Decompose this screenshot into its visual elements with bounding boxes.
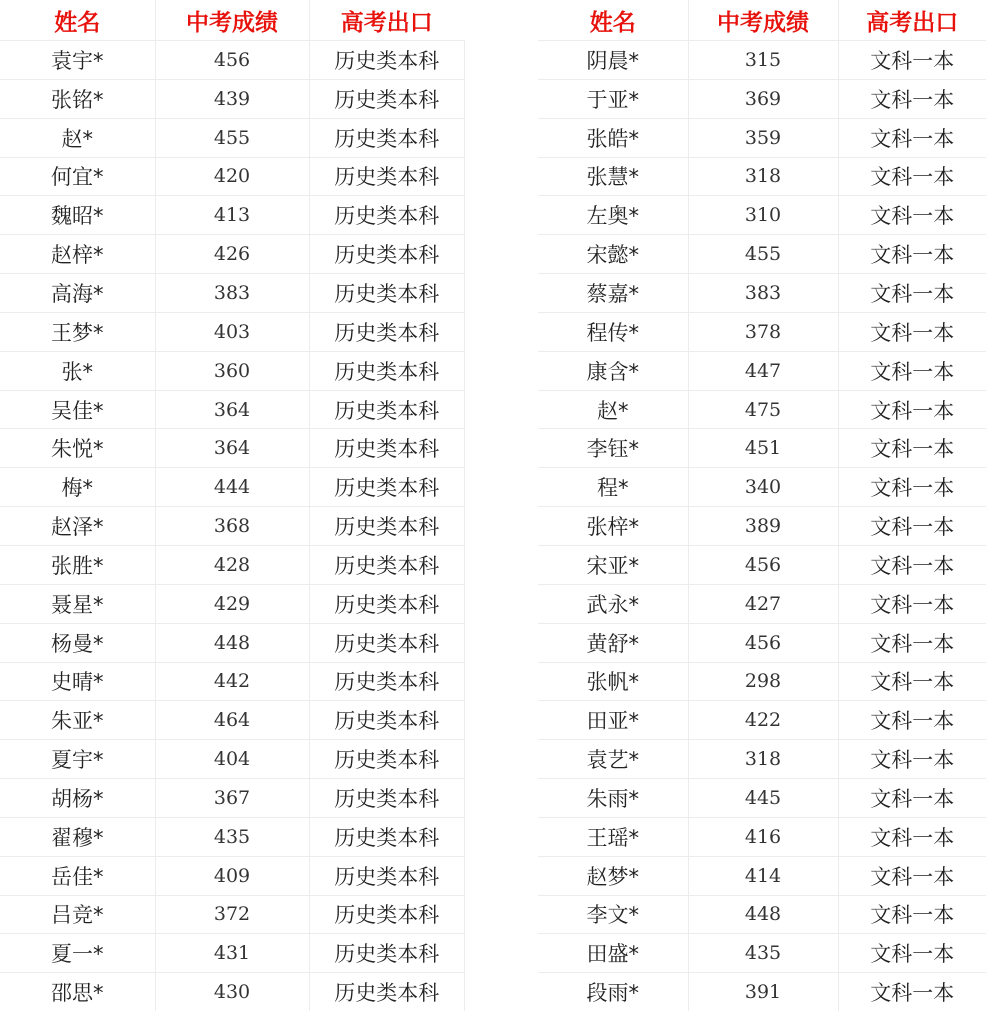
- student-name-cell: 张*: [0, 351, 155, 390]
- table-row: [0, 662, 464, 701]
- admission-outlet-cell: 历史类本科: [309, 817, 464, 856]
- student-name-cell: 朱悦*: [0, 429, 155, 468]
- exam-score-cell: 442: [155, 662, 309, 701]
- exam-score-cell: 445: [688, 779, 838, 818]
- admission-outlet-cell: 历史类本科: [309, 623, 464, 662]
- exam-score-cell: 435: [155, 817, 309, 856]
- admission-outlet-cell: 历史类本科: [309, 545, 464, 584]
- admission-outlet-cell: 文科一本: [838, 196, 986, 235]
- table-row: [538, 468, 986, 507]
- table-row: [0, 196, 464, 235]
- student-name-cell: 岳佳*: [0, 856, 155, 895]
- table-row: [538, 351, 986, 390]
- student-name-cell: 吴佳*: [0, 390, 155, 429]
- exam-score-cell: 368: [155, 507, 309, 546]
- exam-score-cell: 444: [155, 468, 309, 507]
- admission-outlet-cell: 历史类本科: [309, 41, 464, 80]
- admission-outlet-cell: 文科一本: [838, 895, 986, 934]
- right-panel: [538, 0, 986, 1011]
- admission-outlet-cell: 文科一本: [838, 41, 986, 80]
- student-name-cell: 段雨*: [538, 973, 688, 1011]
- exam-score-cell: 420: [155, 157, 309, 196]
- exam-score-cell: 403: [155, 312, 309, 351]
- table-row: [538, 196, 986, 235]
- table-row: [0, 351, 464, 390]
- right-score-table: [538, 0, 986, 1011]
- table-row: [538, 157, 986, 196]
- student-name-cell: 阴晨*: [538, 41, 688, 80]
- table-row: [0, 390, 464, 429]
- student-name-cell: 张铭*: [0, 79, 155, 118]
- table-row: [0, 118, 464, 157]
- student-name-cell: 武永*: [538, 584, 688, 623]
- admission-outlet-cell: 文科一本: [838, 973, 986, 1011]
- admission-outlet-cell: 文科一本: [838, 740, 986, 779]
- table-row: [0, 895, 464, 934]
- student-name-cell: 张梓*: [538, 507, 688, 546]
- exam-score-cell: 439: [155, 79, 309, 118]
- admission-outlet-cell: 文科一本: [838, 701, 986, 740]
- admission-outlet-cell: 文科一本: [838, 507, 986, 546]
- score-column-header: 中考成绩: [688, 0, 838, 41]
- column-divider: [464, 40, 465, 1011]
- exam-score-cell: 456: [688, 545, 838, 584]
- table-row: [538, 79, 986, 118]
- admission-outlet-cell: 文科一本: [838, 429, 986, 468]
- admission-outlet-cell: 历史类本科: [309, 895, 464, 934]
- table-row: [0, 468, 464, 507]
- table-row: [538, 623, 986, 662]
- admission-outlet-cell: 历史类本科: [309, 584, 464, 623]
- exam-score-cell: 364: [155, 429, 309, 468]
- admission-outlet-cell: 历史类本科: [309, 351, 464, 390]
- student-name-cell: 蔡嘉*: [538, 274, 688, 313]
- exam-score-cell: 464: [155, 701, 309, 740]
- student-name-cell: 王梦*: [0, 312, 155, 351]
- exam-score-cell: 456: [155, 41, 309, 80]
- student-name-cell: 史晴*: [0, 662, 155, 701]
- table-row: [538, 41, 986, 80]
- student-name-cell: 宋亚*: [538, 545, 688, 584]
- admission-outlet-cell: 文科一本: [838, 623, 986, 662]
- table-row: [0, 779, 464, 818]
- admission-outlet-cell: 文科一本: [838, 545, 986, 584]
- student-name-cell: 田盛*: [538, 934, 688, 973]
- exam-score-cell: 448: [688, 895, 838, 934]
- exam-score-cell: 367: [155, 779, 309, 818]
- student-name-cell: 张慧*: [538, 157, 688, 196]
- exam-score-cell: 315: [688, 41, 838, 80]
- student-name-cell: 宋懿*: [538, 235, 688, 274]
- student-name-cell: 邵思*: [0, 973, 155, 1011]
- student-name-cell: 何宜*: [0, 157, 155, 196]
- table-row: [538, 662, 986, 701]
- table-row: [538, 973, 986, 1011]
- exam-score-cell: 359: [688, 118, 838, 157]
- student-name-cell: 李文*: [538, 895, 688, 934]
- table-row: [0, 817, 464, 856]
- admission-outlet-cell: 历史类本科: [309, 79, 464, 118]
- student-name-cell: 赵梦*: [538, 856, 688, 895]
- admission-outlet-cell: 文科一本: [838, 662, 986, 701]
- student-name-cell: 朱雨*: [538, 779, 688, 818]
- right-table-body: [538, 41, 986, 1011]
- table-row: [0, 623, 464, 662]
- admission-outlet-cell: 文科一本: [838, 351, 986, 390]
- student-name-cell: 朱亚*: [0, 701, 155, 740]
- admission-outlet-cell: 历史类本科: [309, 973, 464, 1011]
- student-name-cell: 聂星*: [0, 584, 155, 623]
- admission-outlet-cell: 历史类本科: [309, 856, 464, 895]
- exam-score-cell: 409: [155, 856, 309, 895]
- exam-score-cell: 455: [688, 235, 838, 274]
- name-column-header: 姓名: [538, 0, 688, 41]
- student-name-cell: 夏宇*: [0, 740, 155, 779]
- exam-score-cell: 447: [688, 351, 838, 390]
- student-name-cell: 翟穆*: [0, 817, 155, 856]
- student-name-cell: 高海*: [0, 274, 155, 313]
- outlet-column-header: 高考出口: [838, 0, 986, 41]
- exam-score-cell: 383: [155, 274, 309, 313]
- table-row: [538, 118, 986, 157]
- student-name-cell: 程传*: [538, 312, 688, 351]
- table-row: [538, 895, 986, 934]
- name-column-header: 姓名: [0, 0, 155, 41]
- table-row: [538, 856, 986, 895]
- admission-outlet-cell: 文科一本: [838, 390, 986, 429]
- admission-outlet-cell: 文科一本: [838, 817, 986, 856]
- student-name-cell: 袁宇*: [0, 41, 155, 80]
- left-score-table: [0, 0, 464, 1011]
- admission-outlet-cell: 历史类本科: [309, 274, 464, 313]
- table-row: [538, 740, 986, 779]
- admission-outlet-cell: 文科一本: [838, 235, 986, 274]
- admission-outlet-cell: 文科一本: [838, 312, 986, 351]
- table-row: [0, 41, 464, 80]
- exam-score-cell: 456: [688, 623, 838, 662]
- exam-score-cell: 340: [688, 468, 838, 507]
- student-name-cell: 张胜*: [0, 545, 155, 584]
- student-name-cell: 李钰*: [538, 429, 688, 468]
- table-row: [0, 507, 464, 546]
- student-name-cell: 胡杨*: [0, 779, 155, 818]
- student-name-cell: 左奥*: [538, 196, 688, 235]
- table-row: [538, 584, 986, 623]
- exam-score-cell: 428: [155, 545, 309, 584]
- admission-outlet-cell: 历史类本科: [309, 507, 464, 546]
- table-row: [0, 934, 464, 973]
- exam-score-cell: 372: [155, 895, 309, 934]
- student-name-cell: 康含*: [538, 351, 688, 390]
- table-row: [538, 507, 986, 546]
- student-name-cell: 黄舒*: [538, 623, 688, 662]
- exam-score-cell: 431: [155, 934, 309, 973]
- exam-score-cell: 413: [155, 196, 309, 235]
- admission-outlet-cell: 历史类本科: [309, 157, 464, 196]
- header-row: [0, 0, 464, 41]
- admission-outlet-cell: 历史类本科: [309, 429, 464, 468]
- header-row: [538, 0, 986, 41]
- student-name-cell: 田亚*: [538, 701, 688, 740]
- table-row: [538, 235, 986, 274]
- student-name-cell: 梅*: [0, 468, 155, 507]
- student-name-cell: 赵*: [538, 390, 688, 429]
- admission-outlet-cell: 文科一本: [838, 584, 986, 623]
- exam-score-cell: 404: [155, 740, 309, 779]
- admission-outlet-cell: 文科一本: [838, 468, 986, 507]
- admission-outlet-cell: 历史类本科: [309, 779, 464, 818]
- student-name-cell: 于亚*: [538, 79, 688, 118]
- table-row: [0, 856, 464, 895]
- left-panel: [0, 0, 464, 1011]
- admission-outlet-cell: 文科一本: [838, 856, 986, 895]
- exam-score-cell: 426: [155, 235, 309, 274]
- table-row: [538, 274, 986, 313]
- student-name-cell: 袁艺*: [538, 740, 688, 779]
- admission-outlet-cell: 文科一本: [838, 79, 986, 118]
- admission-outlet-cell: 历史类本科: [309, 740, 464, 779]
- table-row: [538, 429, 986, 468]
- table-row: [0, 545, 464, 584]
- exam-score-cell: 318: [688, 740, 838, 779]
- exam-score-cell: 414: [688, 856, 838, 895]
- exam-score-cell: 310: [688, 196, 838, 235]
- student-name-cell: 吕竞*: [0, 895, 155, 934]
- exam-score-cell: 427: [688, 584, 838, 623]
- exam-score-cell: 389: [688, 507, 838, 546]
- table-row: [538, 701, 986, 740]
- admission-outlet-cell: 文科一本: [838, 779, 986, 818]
- student-name-cell: 张皓*: [538, 118, 688, 157]
- student-name-cell: 张帆*: [538, 662, 688, 701]
- exam-score-cell: 455: [155, 118, 309, 157]
- left-table-body: [0, 41, 464, 1011]
- table-row: [0, 740, 464, 779]
- admission-outlet-cell: 文科一本: [838, 274, 986, 313]
- student-name-cell: 赵*: [0, 118, 155, 157]
- exam-score-cell: 430: [155, 973, 309, 1011]
- admission-outlet-cell: 历史类本科: [309, 235, 464, 274]
- exam-score-cell: 422: [688, 701, 838, 740]
- table-row: [538, 390, 986, 429]
- student-name-cell: 程*: [538, 468, 688, 507]
- exam-score-cell: 451: [688, 429, 838, 468]
- student-name-cell: 夏一*: [0, 934, 155, 973]
- table-row: [0, 429, 464, 468]
- exam-score-cell: 391: [688, 973, 838, 1011]
- admission-outlet-cell: 历史类本科: [309, 390, 464, 429]
- student-name-cell: 王瑶*: [538, 817, 688, 856]
- exam-score-cell: 383: [688, 274, 838, 313]
- exam-score-cell: 360: [155, 351, 309, 390]
- table-row: [0, 312, 464, 351]
- table-row: [0, 79, 464, 118]
- admission-outlet-cell: 历史类本科: [309, 701, 464, 740]
- exam-score-cell: 429: [155, 584, 309, 623]
- table-row: [538, 817, 986, 856]
- exam-score-cell: 416: [688, 817, 838, 856]
- table-row: [538, 545, 986, 584]
- admission-outlet-cell: 历史类本科: [309, 662, 464, 701]
- exam-score-cell: 364: [155, 390, 309, 429]
- table-row: [538, 312, 986, 351]
- exam-score-cell: 369: [688, 79, 838, 118]
- exam-score-cell: 318: [688, 157, 838, 196]
- student-name-cell: 魏昭*: [0, 196, 155, 235]
- exam-score-cell: 435: [688, 934, 838, 973]
- table-row: [538, 934, 986, 973]
- table-row: [0, 701, 464, 740]
- admission-outlet-cell: 文科一本: [838, 934, 986, 973]
- student-name-cell: 赵泽*: [0, 507, 155, 546]
- table-row: [538, 779, 986, 818]
- admission-outlet-cell: 历史类本科: [309, 312, 464, 351]
- table-row: [0, 274, 464, 313]
- student-name-cell: 杨曼*: [0, 623, 155, 662]
- admission-outlet-cell: 文科一本: [838, 157, 986, 196]
- student-name-cell: 赵梓*: [0, 235, 155, 274]
- exam-score-cell: 298: [688, 662, 838, 701]
- table-row: [0, 973, 464, 1011]
- exam-score-cell: 378: [688, 312, 838, 351]
- table-row: [0, 584, 464, 623]
- admission-outlet-cell: 历史类本科: [309, 934, 464, 973]
- exam-score-cell: 448: [155, 623, 309, 662]
- table-row: [0, 235, 464, 274]
- score-column-header: 中考成绩: [155, 0, 309, 41]
- exam-score-cell: 475: [688, 390, 838, 429]
- admission-outlet-cell: 文科一本: [838, 118, 986, 157]
- admission-outlet-cell: 历史类本科: [309, 196, 464, 235]
- table-row: [0, 157, 464, 196]
- admission-outlet-cell: 历史类本科: [309, 118, 464, 157]
- outlet-column-header: 高考出口: [309, 0, 464, 41]
- admission-outlet-cell: 历史类本科: [309, 468, 464, 507]
